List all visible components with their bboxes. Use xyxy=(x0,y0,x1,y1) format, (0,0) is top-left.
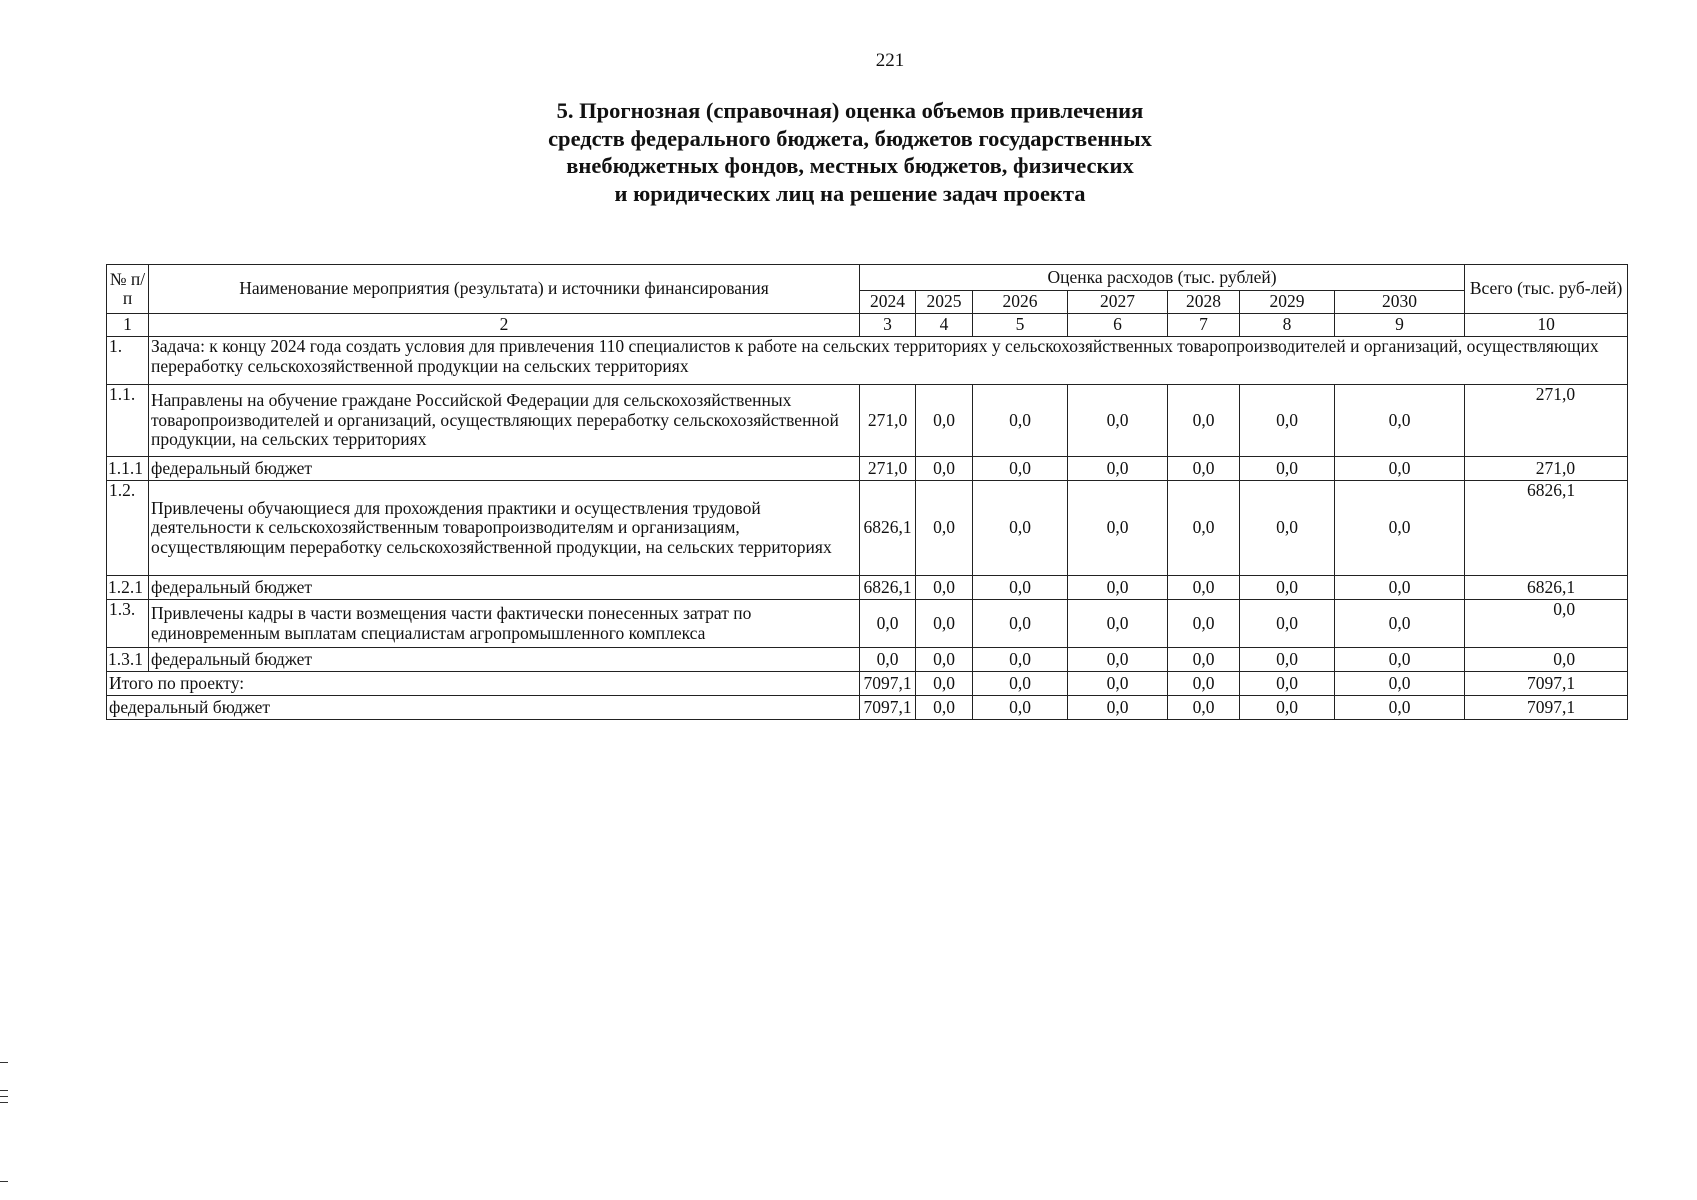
value-2025: 0,0 xyxy=(916,481,973,576)
margin-mark xyxy=(0,1181,8,1182)
column-number: 5 xyxy=(973,314,1068,337)
value-2030: 0,0 xyxy=(1335,481,1465,576)
task-text: Задача: к концу 2024 года создать условия для привлечения 110 специалистов к работе на сельских территориях у сельскохозяйственных товаропроизводителей и организаций, осуществляющих переработку сельскохозяйственной продукции на сельских территориях xyxy=(149,337,1628,385)
row-num: 1.3.1 xyxy=(107,648,149,672)
value-2027: 0,0 xyxy=(1068,648,1168,672)
value-2026: 0,0 xyxy=(973,481,1068,576)
value-2025: 0,0 xyxy=(916,385,973,457)
header-name: Наименование мероприятия (результата) и источники финансирования xyxy=(149,265,860,314)
value-2024: 0,0 xyxy=(860,600,916,648)
total-2028: 0,0 xyxy=(1168,696,1240,720)
column-number: 6 xyxy=(1068,314,1168,337)
funding-table xyxy=(106,264,1628,720)
margin-mark xyxy=(0,1096,8,1097)
value-2029: 0,0 xyxy=(1240,385,1335,457)
value-total: 0,0 xyxy=(1465,648,1628,672)
row-num: 1.2. xyxy=(107,481,149,576)
task-num: 1. xyxy=(107,337,149,385)
value-2028: 0,0 xyxy=(1168,600,1240,648)
value-2024: 6826,1 xyxy=(860,576,916,600)
title-line-1: 5. Прогнозная (справочная) оценка объемов привлечения xyxy=(556,98,1144,123)
title-line-2: средств федерального бюджета, бюджетов государственных xyxy=(548,125,1152,151)
value-2029: 0,0 xyxy=(1240,600,1335,648)
header-year: 2027 xyxy=(1068,291,1168,314)
value-2027: 0,0 xyxy=(1068,481,1168,576)
value-2024: 0,0 xyxy=(860,648,916,672)
value-total: 271,0 xyxy=(1465,457,1628,481)
header-total: Всего (тыс. руб-лей) xyxy=(1465,265,1628,314)
value-2025: 0,0 xyxy=(916,457,973,481)
total-2030: 0,0 xyxy=(1335,696,1465,720)
value-2029: 0,0 xyxy=(1240,576,1335,600)
value-2026: 0,0 xyxy=(973,457,1068,481)
header-year: 2024 xyxy=(860,291,916,314)
value-2027: 0,0 xyxy=(1068,457,1168,481)
value-2028: 0,0 xyxy=(1168,385,1240,457)
value-2030: 0,0 xyxy=(1335,600,1465,648)
column-number: 3 xyxy=(860,314,916,337)
value-2025: 0,0 xyxy=(916,576,973,600)
title-line-4: и юридических лиц на решение задач проекта xyxy=(614,180,1086,206)
row-name: Привлечены обучающиеся для прохождения практики и осуществления трудовой деятельности к сельскохозяйственным товаропроизводителям и организациям, осуществляющим переработку сельскохозяйственной продукции, на сельских территориях xyxy=(149,481,860,576)
total-2028: 0,0 xyxy=(1168,672,1240,696)
column-number: 1 xyxy=(107,314,149,337)
value-2024: 6826,1 xyxy=(860,481,916,576)
total-2025: 0,0 xyxy=(916,696,973,720)
value-2028: 0,0 xyxy=(1168,576,1240,600)
value-2026: 0,0 xyxy=(973,576,1068,600)
value-total: 6826,1 xyxy=(1465,576,1628,600)
value-2026: 0,0 xyxy=(973,385,1068,457)
value-2026: 0,0 xyxy=(973,648,1068,672)
column-number: 4 xyxy=(916,314,973,337)
margin-mark xyxy=(0,1062,8,1063)
total-sum: 7097,1 xyxy=(1465,672,1628,696)
margin-mark xyxy=(0,1102,8,1103)
value-2028: 0,0 xyxy=(1168,457,1240,481)
header-year: 2030 xyxy=(1335,291,1465,314)
value-2029: 0,0 xyxy=(1240,481,1335,576)
total-2026: 0,0 xyxy=(973,696,1068,720)
header-year: 2026 xyxy=(973,291,1068,314)
total-2024: 7097,1 xyxy=(860,672,916,696)
header-estimate: Оценка расходов (тыс. рублей) xyxy=(860,265,1465,291)
value-2030: 0,0 xyxy=(1335,648,1465,672)
value-2025: 0,0 xyxy=(916,648,973,672)
row-name: федеральный бюджет xyxy=(149,576,860,600)
row-num: 1.1.1 xyxy=(107,457,149,481)
page-number: 221 xyxy=(875,50,905,71)
value-2030: 0,0 xyxy=(1335,576,1465,600)
value-2027: 0,0 xyxy=(1068,576,1168,600)
row-name: федеральный бюджет xyxy=(149,457,860,481)
column-number: 7 xyxy=(1168,314,1240,337)
margin-mark xyxy=(0,1090,8,1091)
header-year: 2028 xyxy=(1168,291,1240,314)
value-2029: 0,0 xyxy=(1240,648,1335,672)
value-2025: 0,0 xyxy=(916,600,973,648)
total-sum: 7097,1 xyxy=(1465,696,1628,720)
column-number: 9 xyxy=(1335,314,1465,337)
total-2029: 0,0 xyxy=(1240,696,1335,720)
column-number: 10 xyxy=(1465,314,1628,337)
total-2027: 0,0 xyxy=(1068,696,1168,720)
document-title xyxy=(350,97,1350,207)
column-number: 8 xyxy=(1240,314,1335,337)
value-total: 6826,1 xyxy=(1465,481,1628,576)
row-num: 1.3. xyxy=(107,600,149,648)
total-2030: 0,0 xyxy=(1335,672,1465,696)
total-2029: 0,0 xyxy=(1240,672,1335,696)
column-number: 2 xyxy=(149,314,860,337)
value-2027: 0,0 xyxy=(1068,600,1168,648)
value-2024: 271,0 xyxy=(860,385,916,457)
total-2024: 7097,1 xyxy=(860,696,916,720)
total-2025: 0,0 xyxy=(916,672,973,696)
row-num: 1.2.1 xyxy=(107,576,149,600)
value-2030: 0,0 xyxy=(1335,457,1465,481)
value-2030: 0,0 xyxy=(1335,385,1465,457)
value-2028: 0,0 xyxy=(1168,648,1240,672)
value-2024: 271,0 xyxy=(860,457,916,481)
value-2027: 0,0 xyxy=(1068,385,1168,457)
header-year: 2029 xyxy=(1240,291,1335,314)
value-total: 0,0 xyxy=(1465,600,1628,648)
row-name: Направлены на обучение граждане Российской Федерации для сельскохозяйственных товаропроизводителей и организаций, осуществляющих переработку сельскохозяйственной продукции, на сельских территориях xyxy=(149,385,860,457)
row-name: Привлечены кадры в части возмещения части фактически понесенных затрат по единовременным выплатам специалистам агропромышленного комплекса xyxy=(149,600,860,648)
title-line-3: внебюджетных фондов, местных бюджетов, физических xyxy=(566,153,1134,178)
total-row-label: Итого по проекту: xyxy=(107,672,860,696)
value-total: 271,0 xyxy=(1465,385,1628,457)
value-2028: 0,0 xyxy=(1168,481,1240,576)
row-name: федеральный бюджет xyxy=(149,648,860,672)
total-2026: 0,0 xyxy=(973,672,1068,696)
value-2026: 0,0 xyxy=(973,600,1068,648)
header-num: № п/п xyxy=(107,265,149,314)
header-year: 2025 xyxy=(916,291,973,314)
row-num: 1.1. xyxy=(107,385,149,457)
total-row-label: федеральный бюджет xyxy=(107,696,860,720)
value-2029: 0,0 xyxy=(1240,457,1335,481)
total-2027: 0,0 xyxy=(1068,672,1168,696)
